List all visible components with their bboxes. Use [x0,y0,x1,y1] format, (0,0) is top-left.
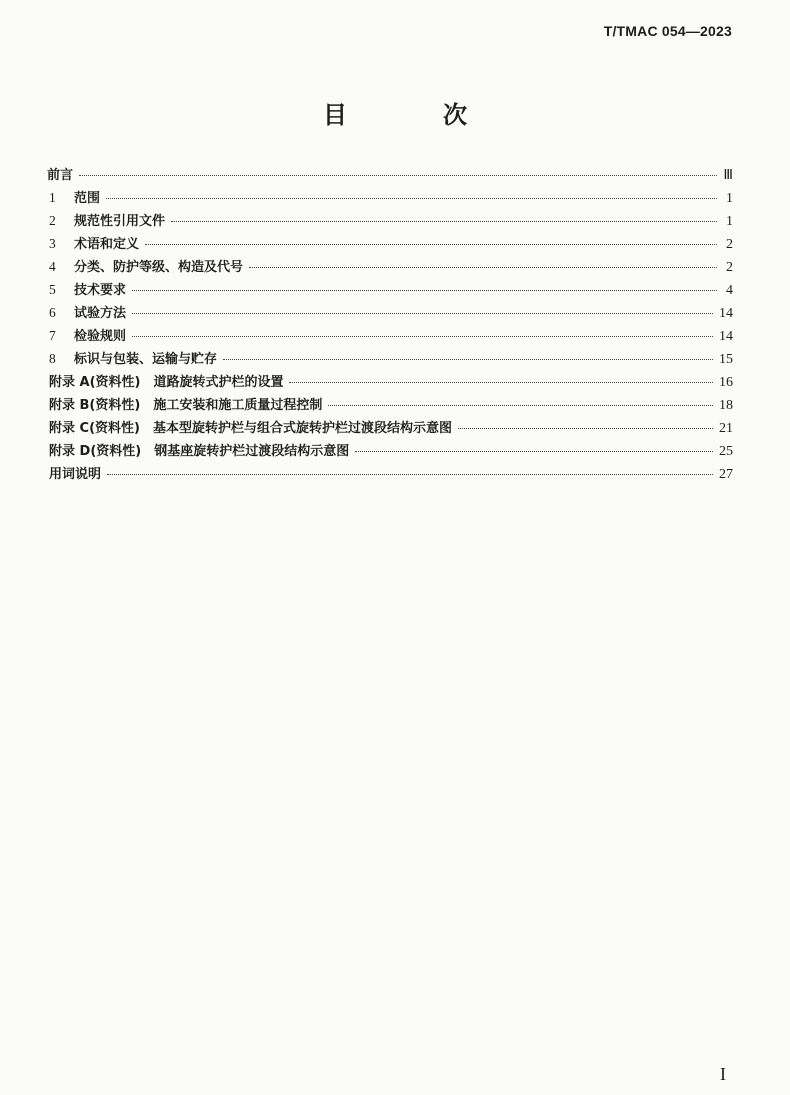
toc-entry-page: 25 [719,444,733,459]
toc-leader-dots [132,313,713,314]
toc-leader-dots [145,244,717,245]
toc-leader-dots [171,221,717,222]
toc-entry-label: 附录 D(资料性) 钢基座旋转护栏过渡段结构示意图 [49,444,350,459]
toc-entry-number: 8 [49,351,56,366]
toc-entry-label: 范围 [74,191,101,206]
toc-entry-page: 1 [726,214,733,229]
table-of-contents [47,164,733,486]
toc-entry-number: 7 [49,328,56,343]
toc-leader-dots [249,267,717,268]
toc-leader-dots [106,198,717,199]
toc-leader-dots [289,382,713,383]
toc-leader-dots [458,428,713,429]
toc-entry[interactable] [47,463,733,486]
toc-entry-page: Ⅲ [723,168,733,183]
toc-entry[interactable] [47,302,733,325]
toc-entry-page: 16 [719,375,733,390]
toc-entry-label: 技术要求 [74,283,127,298]
toc-entry-number: 3 [49,236,56,251]
toc-entry-appendix[interactable] [47,394,733,417]
toc-entry-number: 2 [49,213,56,228]
toc-entry-label: 术语和定义 [74,237,140,252]
toc-entry-number: 5 [49,282,56,297]
standard-code: T/TMAC 054—2023 [603,23,732,39]
toc-entry-page: 27 [719,467,733,482]
toc-entry-label: 前言 [47,168,74,183]
toc-leader-dots [107,474,713,475]
toc-leader-dots [328,405,713,406]
toc-entry-number: 4 [49,259,56,274]
toc-entry-appendix[interactable] [47,371,733,394]
toc-entry-page: 14 [719,329,733,344]
toc-entry-page: 4 [726,283,733,298]
toc-entry-label: 规范性引用文件 [74,214,166,229]
toc-entry[interactable] [47,325,733,348]
toc-entry-appendix[interactable] [47,417,733,440]
page-title: 目 次 [323,101,503,129]
page-number: I [720,1064,726,1084]
toc-entry[interactable] [47,348,733,371]
toc-leader-dots [355,451,713,452]
toc-entry[interactable] [47,187,733,210]
toc-entry-label: 标识与包装、运输与贮存 [74,352,218,367]
toc-entry-page: 14 [719,306,733,321]
toc-entry-label: 分类、防护等级、构造及代号 [74,260,244,275]
toc-entry-page: 2 [726,237,733,252]
toc-leader-dots [132,336,713,337]
toc-leader-dots [132,290,717,291]
toc-entry-label: 试验方法 [74,306,127,321]
toc-entry-number: 6 [49,305,56,320]
toc-entry[interactable] [47,210,733,233]
toc-entry[interactable] [47,279,733,302]
toc-entry[interactable] [47,233,733,256]
toc-entry[interactable] [47,256,733,279]
toc-entry-label: 检验规则 [74,329,127,344]
toc-entry-page: 2 [726,260,733,275]
toc-entry-label: 附录 B(资料性) 施工安装和施工质量过程控制 [49,398,323,413]
toc-entry-page: 15 [719,352,733,367]
toc-entry-label: 用词说明 [49,467,102,482]
toc-entry[interactable] [47,164,733,187]
toc-entry-label: 附录 C(资料性) 基本型旋转护栏与组合式旋转护栏过渡段结构示意图 [49,421,452,436]
toc-entry-page: 18 [719,398,733,413]
toc-entry-page: 21 [719,421,733,436]
toc-entry-appendix[interactable] [47,440,733,463]
toc-entry-number: 1 [49,190,56,205]
toc-leader-dots [223,359,713,360]
toc-entry-page: 1 [726,191,733,206]
toc-entry-label: 附录 A(资料性) 道路旋转式护栏的设置 [49,375,284,390]
toc-leader-dots [79,175,717,176]
